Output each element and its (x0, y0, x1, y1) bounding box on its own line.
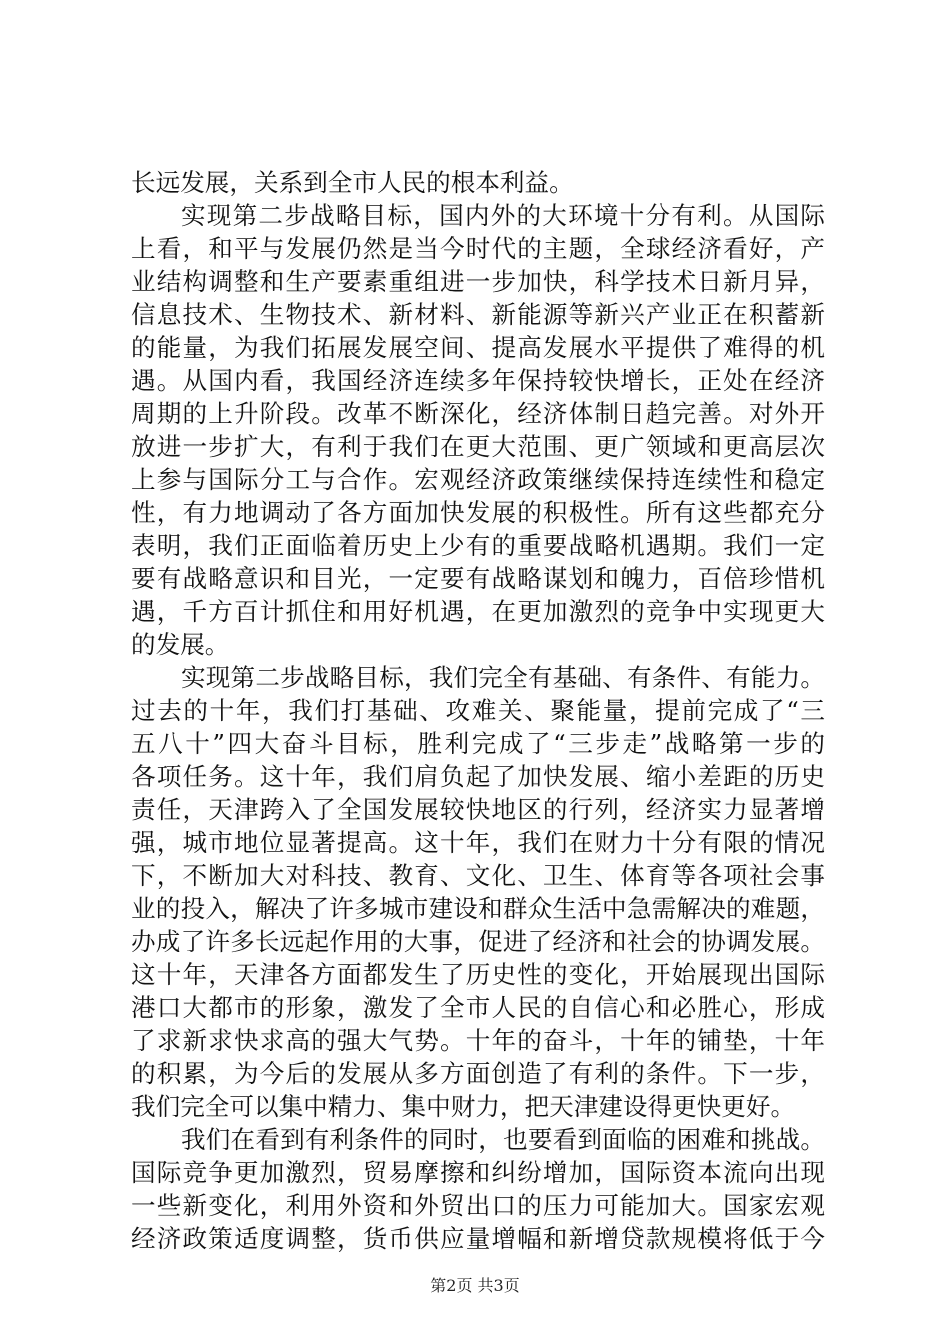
text-line: 的积累，为今后的发展从多方面创造了有利的条件。下一步， (131, 1059, 825, 1088)
text-line: 各项任务。这十年，我们肩负起了加快发展、缩小差距的历史 (131, 762, 825, 791)
text-line: 表明，我们正面临着历史上少有的重要战略机遇期。我们一定 (131, 531, 825, 560)
text-line: 国际竞争更加激烈，贸易摩擦和纠纷增加，国际资本流向出现 (131, 1158, 825, 1187)
text-line: 长远发展，关系到全市人民的根本利益。 (131, 168, 574, 197)
text-line: 实现第二步战略目标，国内外的大环境十分有利。从国际 (181, 201, 825, 230)
text-line: 办成了许多长远起作用的大事，促进了经济和社会的协调发展。 (131, 927, 825, 956)
text-line: 遇，千方百计抓住和用好机遇，在更加激烈的竞争中实现更大 (131, 597, 825, 626)
text-line: 这十年，天津各方面都发生了历史性的变化，开始展现出国际 (131, 960, 825, 989)
text-line: 周期的上升阶段。改革不断深化，经济体制日趋完善。对外开 (131, 399, 825, 428)
text-line: 港口大都市的形象，激发了全市人民的自信心和必胜心，形成 (131, 993, 825, 1022)
text-line: 遇。从国内看，我国经济连续多年保持较快增长，正处在经济 (131, 366, 825, 395)
text-line: 放进一步扩大，有利于我们在更大范围、更广领域和更高层次 (131, 432, 825, 461)
text-line: 过去的十年，我们打基础、攻难关、聚能量，提前完成了“三 (131, 696, 825, 725)
text-line: 实现第二步战略目标，我们完全有基础、有条件、有能力。 (181, 663, 825, 692)
text-line: 强，城市地位显著提高。这十年，我们在财力十分有限的情况 (131, 828, 825, 857)
text-line: 信息技术、生物技术、新材料、新能源等新兴产业正在积蓄新 (131, 300, 825, 329)
text-line: 业的投入，解决了许多城市建设和群众生活中急需解决的难题， (131, 894, 825, 923)
page-footer: 第2页 共3页 (430, 1276, 520, 1295)
text-line: 上看，和平与发展仍然是当今时代的主题，全球经济看好，产 (131, 234, 825, 263)
text-line: 我们在看到有利条件的同时，也要看到面临的困难和挑战。 (181, 1125, 825, 1154)
text-line: 我们完全可以集中精力、集中财力，把天津建设得更快更好。 (131, 1092, 796, 1121)
text-line: 的发展。 (131, 630, 230, 659)
text-line: 业结构调整和生产要素重组进一步加快，科学技术日新月异， (131, 267, 825, 296)
text-line: 责任，天津跨入了全国发展较快地区的行列，经济实力显著增 (131, 795, 825, 824)
text-line: 下，不断加大对科技、教育、文化、卫生、体育等各项社会事 (131, 861, 825, 890)
text-line: 一些新变化，利用外资和外贸出口的压力可能加大。国家宏观 (131, 1191, 825, 1220)
text-line: 要有战略意识和目光，一定要有战略谋划和魄力，百倍珍惜机 (131, 564, 825, 593)
text-line: 经济政策适度调整，货币供应量增幅和新增贷款规模将低于今 (131, 1224, 825, 1253)
text-line: 的能量，为我们拓展发展空间、提高发展水平提供了难得的机 (131, 333, 825, 362)
text-line: 五八十”四大奋斗目标，胜利完成了“三步走”战略第一步的 (131, 729, 825, 758)
text-line: 上参与国际分工与合作。宏观经济政策继续保持连续性和稳定 (131, 465, 825, 494)
text-line: 了求新求快求高的强大气势。十年的奋斗，十年的铺垫，十年 (131, 1026, 825, 1055)
document-body (131, 166, 825, 1255)
text-line: 性，有力地调动了各方面加快发展的积极性。所有这些都充分 (131, 498, 825, 527)
